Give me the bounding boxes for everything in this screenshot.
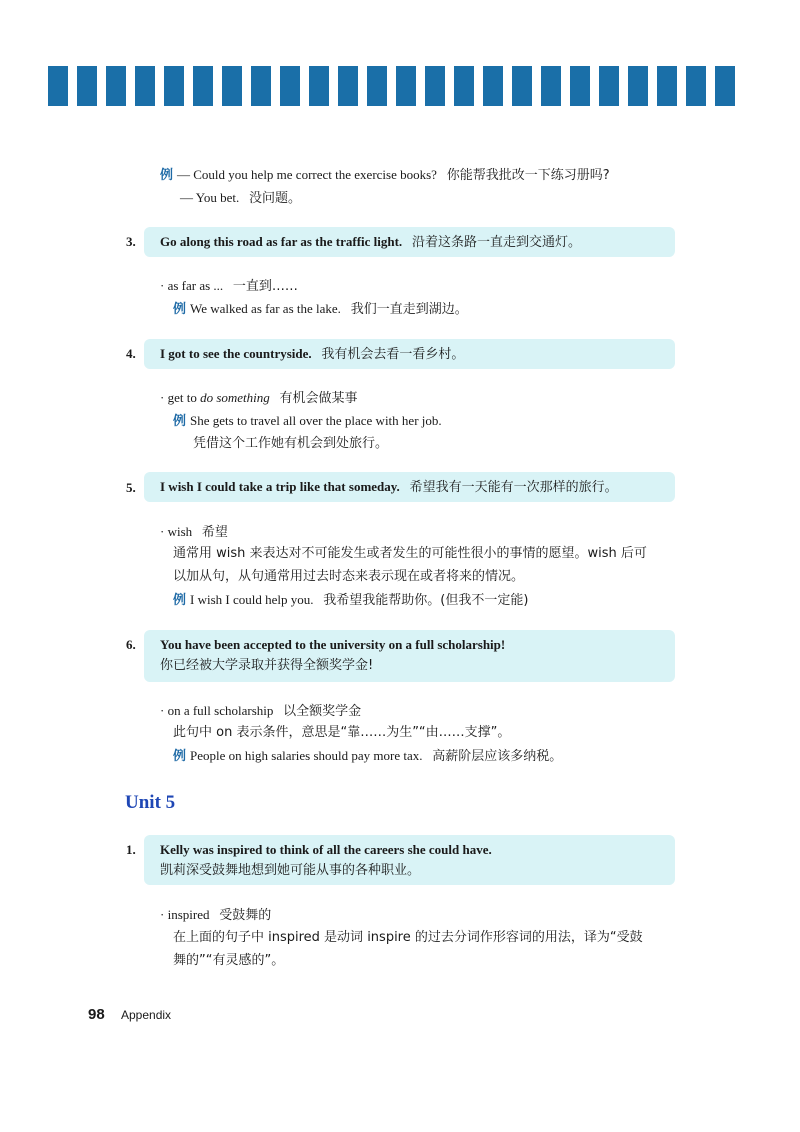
note-meaning: 希望 [201,525,228,540]
sentence-line [160,232,581,253]
intro-answer-cn: 没问题。 [249,191,302,206]
sentence-en: Go along this road as far as the traffic light. [160,234,403,249]
sentence-box [144,472,675,502]
example-en: She gets to travel all over the place with her job. [190,413,442,428]
intro-example-line [160,166,610,185]
example-label: 例 [173,593,187,608]
example-label: 例 [173,302,187,317]
example-en: I wish I could help you. [190,592,314,607]
intro-answer-en: — You bet. [180,190,240,205]
note-term-italic: do something [200,390,270,405]
note-term: · inspired [160,907,210,922]
example-en: People on high salaries should pay more tax. [190,748,423,763]
example-label: 例 [173,414,187,429]
item-number: 5. [126,480,136,495]
unit-heading: Unit 5 [125,792,176,813]
intro-question-en: — Could you help me correct the exercise books? [177,167,437,182]
example-line [173,591,528,610]
example-line [173,412,442,431]
note-line [160,277,298,296]
note-line [160,702,361,721]
example-en: We walked as far as the lake. [190,301,341,316]
item-number: 4. [126,346,136,361]
note-line [160,523,228,542]
sentence-box [144,630,675,682]
sentence-box [144,835,675,885]
note-meaning: 以全额奖学金 [283,704,362,719]
explain-line: 通常用 wish 来表达对不可能发生或者发生的可能性很小的事情的愿望。wish 后可 [173,546,647,561]
sentence-cn: 凯莉深受鼓舞地想到她可能从事的各种职业。 [160,863,421,878]
sentence-cn: 我有机会去看一看乡村。 [321,347,465,362]
example-cn: 凭借这个工作她有机会到处旅行。 [193,436,389,451]
sentence-line [160,344,464,365]
intro-question-cn: 你能帮我批改一下练习册吗? [446,168,610,183]
note-meaning: 一直到…… [232,279,298,294]
sentence-en: I wish I could take a trip like that someday. [160,479,400,494]
note-term-prefix: · get to [160,390,201,405]
explain-line: 在上面的句子中 inspired 是动词 inspire 的过去分词作形容词的用法，译为“受鼓 [173,930,643,945]
explain-line: 以加从句，从句通常用过去时态来表示现在或者将来的情况。 [173,569,525,584]
sentence-en: You have been accepted to the university on a full scholarship! [160,637,506,652]
example-line [173,747,562,766]
sentence-box [144,227,675,257]
note-line [160,389,358,408]
header-stripe-bar [48,66,748,106]
example-cn: 我希望我能帮助你。(但我不一定能) [323,593,529,608]
example-line [173,300,468,319]
sentence-en: Kelly was inspired to think of all the careers she could have. [160,842,492,857]
note-line [160,906,271,925]
sentence-en: I got to see the countryside. [160,346,312,361]
example-cn: 我们一直走到湖边。 [350,302,468,317]
note-term: · on a full scholarship [160,703,274,718]
note-meaning: 有机会做某事 [279,391,358,406]
item-number: 1. [126,842,136,857]
sentence-cn: 沿着这条路一直走到交通灯。 [411,235,581,250]
note-term: · wish [160,524,193,539]
sentence-line [160,477,618,498]
section-label: Appendix [121,1008,172,1022]
note-meaning: 受鼓舞的 [219,908,272,923]
example-cn: 高薪阶层应该多纳税。 [432,749,563,764]
intro-answer-line [180,189,301,208]
page-number: 98 [88,1006,105,1023]
item-number: 3. [126,234,136,249]
explain-line: 此句中 on 表示条件，意思是“靠……为生”“由……支撑”。 [173,725,511,740]
example-label: 例 [173,749,187,764]
explain-line: 舞的”“有灵感的”。 [173,953,285,968]
sentence-cn: 希望我有一天能有一次那样的旅行。 [409,480,618,495]
sentence-box [144,339,675,369]
sentence-cn: 你已经被大学录取并获得全额奖学金! [160,658,374,673]
item-number: 6. [126,637,136,652]
example-label: 例 [160,168,174,183]
note-term: · as far as ... [160,278,224,293]
